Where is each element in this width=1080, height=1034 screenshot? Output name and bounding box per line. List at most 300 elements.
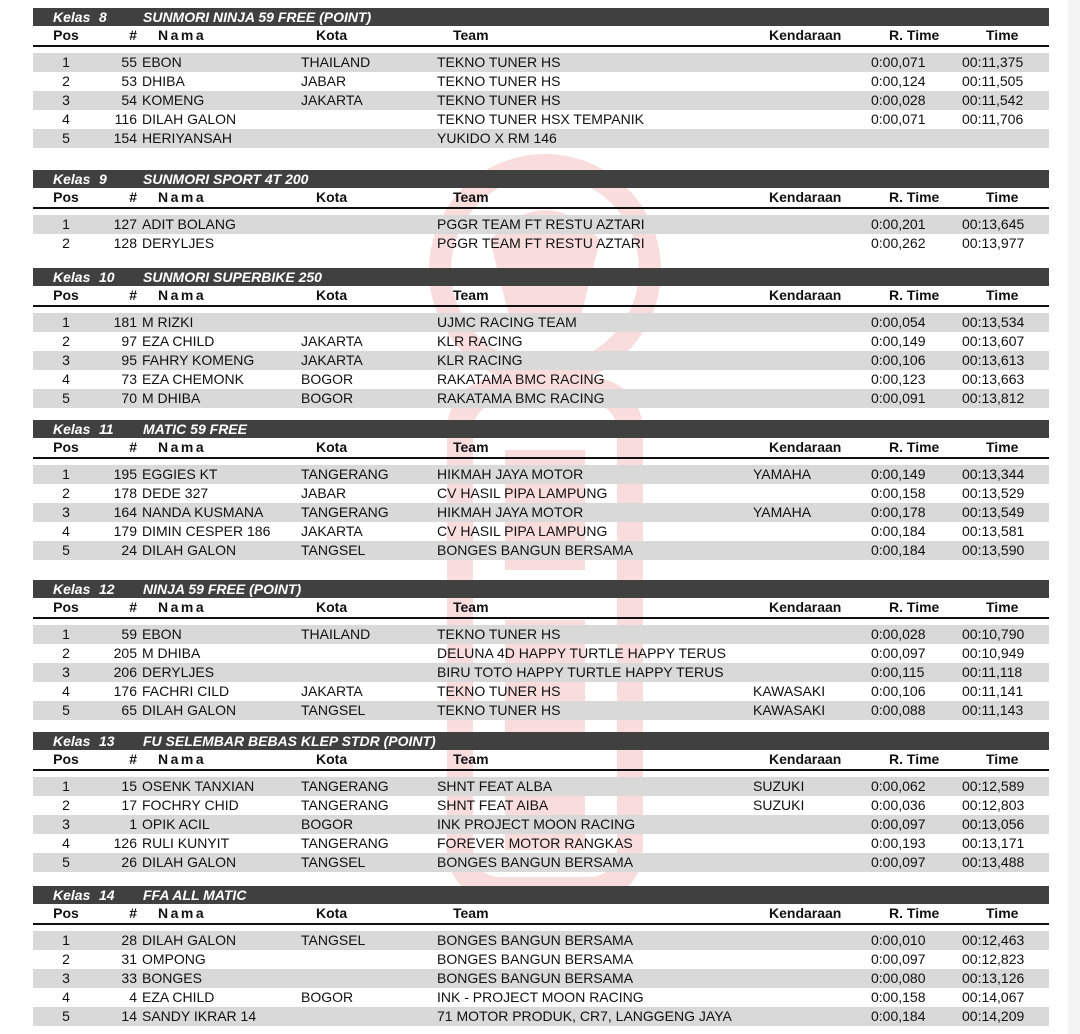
- kelas-label: Kelas: [53, 9, 91, 25]
- cell-nama: SANDY IKRAR 14: [142, 1008, 257, 1024]
- kelas-title: SUNMORI SPORT 4T 200: [143, 171, 309, 187]
- cell-rtime: 0:00,149: [871, 466, 926, 482]
- column-header-kota: Kota: [316, 27, 348, 43]
- table-row: [33, 465, 1049, 484]
- table-row: [33, 644, 1049, 663]
- cell-kota: JAKARTA: [301, 333, 363, 349]
- cell-team: BONGES BANGUN BERSAMA: [437, 542, 634, 558]
- cell-pos: 1: [62, 466, 70, 482]
- table-row: [33, 215, 1049, 234]
- page-gutter: [1068, 0, 1080, 1034]
- cell-nama: FOCHRY CHID: [142, 797, 239, 813]
- cell-num: 206: [113, 664, 137, 680]
- cell-num: 97: [121, 333, 137, 349]
- cell-kota: TANGSEL: [301, 854, 366, 870]
- cell-pos: 1: [62, 932, 70, 948]
- cell-team: 71 MOTOR PRODUK, CR7, LANGGENG JAYA: [437, 1008, 732, 1024]
- cell-nama: DILAH GALON: [142, 932, 237, 948]
- column-header-nama: Nama: [158, 27, 207, 43]
- kelas-section: [33, 886, 1049, 1026]
- cell-nama: EZA CHILD: [142, 333, 215, 349]
- cell-rtime: 0:00,106: [871, 683, 926, 699]
- cell-num: 181: [113, 314, 137, 330]
- cell-num: 176: [113, 683, 137, 699]
- table-row: [33, 110, 1049, 129]
- cell-time: 00:11,706: [962, 111, 1024, 127]
- cell-rtime: 0:00,201: [871, 216, 926, 232]
- result-rows: [33, 465, 1049, 560]
- cell-nama: FAHRY KOMENG: [142, 352, 255, 368]
- cell-nama: KOMENG: [142, 92, 205, 108]
- kelas-number: 13: [99, 733, 115, 749]
- cell-time: 00:12,463: [962, 932, 1025, 948]
- table-row: [33, 91, 1049, 110]
- cell-kota: TANGERANG: [301, 778, 389, 794]
- cell-pos: 3: [62, 352, 70, 368]
- cell-num: 128: [113, 235, 137, 251]
- cell-team: SHNT FEAT ALBA: [437, 778, 553, 794]
- table-row: [33, 72, 1049, 91]
- column-header-time: Time: [986, 751, 1019, 767]
- table-row: [33, 389, 1049, 408]
- column-header-time: Time: [986, 27, 1019, 43]
- cell-team: SHNT FEAT AIBA: [437, 797, 549, 813]
- cell-pos: 5: [62, 1008, 70, 1024]
- table-row: [33, 370, 1049, 389]
- cell-time: 00:13,812: [962, 390, 1025, 406]
- kelas-section: [33, 8, 1049, 148]
- cell-rtime: 0:00,071: [871, 111, 926, 127]
- cell-rtime: 0:00,071: [871, 54, 926, 70]
- cell-pos: 4: [62, 111, 70, 127]
- cell-rtime: 0:00,054: [871, 314, 926, 330]
- cell-rtime: 0:00,097: [871, 854, 926, 870]
- result-rows: [33, 931, 1049, 1026]
- cell-team: BONGES BANGUN BERSAMA: [437, 970, 634, 986]
- cell-num: 95: [121, 352, 137, 368]
- cell-rtime: 0:00,097: [871, 645, 926, 661]
- cell-nama: EZA CHILD: [142, 989, 215, 1005]
- column-header-rtime: R. Time: [889, 189, 940, 205]
- cell-kota: BOGOR: [301, 390, 354, 406]
- cell-pos: 3: [62, 970, 70, 986]
- cell-time: 00:13,488: [962, 854, 1025, 870]
- cell-rtime: 0:00,184: [871, 1008, 926, 1024]
- result-rows: [33, 53, 1049, 148]
- table-row: [33, 853, 1049, 872]
- cell-kendaraan: SUZUKI: [753, 797, 805, 813]
- cell-time: 00:13,549: [962, 504, 1025, 520]
- cell-time: 00:13,056: [962, 816, 1025, 832]
- cell-team: INK PROJECT MOON RACING: [437, 816, 636, 832]
- kelas-title: MATIC 59 FREE: [143, 421, 247, 437]
- kelas-section: [33, 170, 1049, 253]
- cell-nama: M DHIBA: [142, 645, 201, 661]
- cell-rtime: 0:00,106: [871, 352, 926, 368]
- cell-rtime: 0:00,091: [871, 390, 926, 406]
- cell-kota: JAKARTA: [301, 523, 363, 539]
- cell-pos: 2: [62, 235, 70, 251]
- cell-time: 00:11,505: [962, 73, 1024, 89]
- cell-num: 127: [113, 216, 137, 232]
- column-header-num: #: [129, 189, 137, 205]
- cell-pos: 3: [62, 664, 70, 680]
- column-header-nama: Nama: [158, 905, 207, 921]
- cell-rtime: 0:00,028: [871, 92, 926, 108]
- cell-team: BONGES BANGUN BERSAMA: [437, 951, 634, 967]
- column-header-row: [33, 598, 1049, 619]
- cell-time: 00:11,141: [962, 683, 1024, 699]
- cell-rtime: 0:00,184: [871, 523, 926, 539]
- kelas-header-bar: [33, 170, 1049, 188]
- cell-nama: DILAH GALON: [142, 542, 237, 558]
- kelas-title: NINJA 59 FREE (POINT): [143, 581, 302, 597]
- column-header-num: #: [129, 751, 137, 767]
- cell-time: 00:13,171: [962, 835, 1025, 851]
- table-row: [33, 522, 1049, 541]
- cell-team: KLR RACING: [437, 333, 523, 349]
- column-header-team: Team: [453, 189, 489, 205]
- cell-pos: 5: [62, 390, 70, 406]
- cell-kota: THAILAND: [301, 54, 371, 70]
- column-header-pos: Pos: [53, 27, 79, 43]
- column-header-pos: Pos: [53, 751, 79, 767]
- cell-pos: 2: [62, 73, 70, 89]
- cell-kendaraan: SUZUKI: [753, 778, 805, 794]
- cell-team: YUKIDO X RM 146: [437, 130, 557, 146]
- cell-team: TEKNO TUNER HS: [437, 92, 561, 108]
- column-header-team: Team: [453, 751, 489, 767]
- column-header-pos: Pos: [53, 439, 79, 455]
- cell-kendaraan: YAMAHA: [753, 504, 812, 520]
- column-header-pos: Pos: [53, 287, 79, 303]
- table-row: [33, 834, 1049, 853]
- cell-time: 00:10,949: [962, 645, 1025, 661]
- result-rows: [33, 777, 1049, 872]
- cell-kota: JAKARTA: [301, 683, 363, 699]
- cell-team: RAKATAMA BMC RACING: [437, 371, 605, 387]
- cell-kota: JAKARTA: [301, 92, 363, 108]
- column-header-num: #: [129, 439, 137, 455]
- cell-rtime: 0:00,149: [871, 333, 926, 349]
- table-row: [33, 503, 1049, 522]
- cell-team: UJMC RACING TEAM: [437, 314, 577, 330]
- kelas-title: FFA ALL MATIC: [143, 887, 247, 903]
- cell-pos: 4: [62, 989, 70, 1005]
- cell-time: 00:11,542: [962, 92, 1024, 108]
- cell-rtime: 0:00,158: [871, 485, 926, 501]
- cell-nama: FACHRI CILD: [142, 683, 230, 699]
- cell-kendaraan: KAWASAKI: [753, 683, 826, 699]
- cell-nama: DEDE 327: [142, 485, 209, 501]
- column-header-kendaraan: Kendaraan: [769, 189, 842, 205]
- cell-num: 4: [129, 989, 137, 1005]
- cell-num: 116: [114, 111, 137, 127]
- cell-num: 1: [129, 816, 137, 832]
- kelas-number: 11: [99, 421, 114, 437]
- cell-pos: 3: [62, 504, 70, 520]
- cell-time: 00:13,590: [962, 542, 1025, 558]
- cell-pos: 4: [62, 835, 70, 851]
- cell-nama: EZA CHEMONK: [142, 371, 244, 387]
- column-header-kota: Kota: [316, 751, 348, 767]
- cell-rtime: 0:00,062: [871, 778, 926, 794]
- table-row: [33, 815, 1049, 834]
- table-row: [33, 969, 1049, 988]
- column-header-rtime: R. Time: [889, 599, 940, 615]
- table-row: [33, 351, 1049, 370]
- column-header-num: #: [129, 905, 137, 921]
- kelas-header-bar: [33, 8, 1049, 26]
- kelas-label: Kelas: [53, 269, 91, 285]
- cell-time: 00:13,663: [962, 371, 1025, 387]
- kelas-label: Kelas: [53, 581, 91, 597]
- cell-time: 00:13,344: [962, 466, 1025, 482]
- cell-kota: TANGSEL: [301, 932, 366, 948]
- column-header-pos: Pos: [53, 905, 79, 921]
- column-header-kota: Kota: [316, 189, 348, 205]
- cell-num: 73: [121, 371, 137, 387]
- cell-num: 164: [113, 504, 137, 520]
- column-header-rtime: R. Time: [889, 439, 940, 455]
- cell-kota: TANGERANG: [301, 835, 389, 851]
- column-header-team: Team: [453, 27, 489, 43]
- cell-time: 00:13,529: [962, 485, 1025, 501]
- kelas-number: 12: [99, 581, 115, 597]
- cell-num: 126: [113, 835, 137, 851]
- column-header-row: [33, 750, 1049, 771]
- kelas-section: [33, 580, 1049, 720]
- cell-time: 00:13,607: [962, 333, 1025, 349]
- cell-kota: TANGERANG: [301, 466, 389, 482]
- cell-num: 53: [121, 73, 137, 89]
- kelas-number: 8: [99, 9, 107, 25]
- cell-nama: EBON: [142, 54, 182, 70]
- cell-nama: DILAH GALON: [142, 854, 237, 870]
- cell-pos: 1: [62, 216, 70, 232]
- kelas-header-bar: [33, 420, 1049, 438]
- cell-num: 54: [121, 92, 137, 108]
- table-row: [33, 1007, 1049, 1026]
- column-header-kendaraan: Kendaraan: [769, 439, 842, 455]
- cell-kendaraan: YAMAHA: [753, 466, 812, 482]
- cell-time: 00:12,589: [962, 778, 1025, 794]
- cell-pos: 5: [62, 130, 70, 146]
- cell-rtime: 0:00,262: [871, 235, 926, 251]
- cell-nama: NANDA KUSMANA: [142, 504, 264, 520]
- cell-pos: 5: [62, 702, 70, 718]
- cell-rtime: 0:00,124: [871, 73, 926, 89]
- column-header-kota: Kota: [316, 599, 348, 615]
- column-header-row: [33, 904, 1049, 925]
- cell-team: BIRU TOTO HAPPY TURTLE HAPPY TERUS: [437, 664, 724, 680]
- column-header-kota: Kota: [316, 439, 348, 455]
- cell-rtime: 0:00,097: [871, 951, 926, 967]
- cell-time: 00:10,790: [962, 626, 1025, 642]
- cell-kota: BOGOR: [301, 371, 354, 387]
- cell-rtime: 0:00,158: [871, 989, 926, 1005]
- cell-time: 00:13,534: [962, 314, 1025, 330]
- table-row: [33, 796, 1049, 815]
- cell-num: 24: [121, 542, 137, 558]
- cell-time: 00:11,375: [962, 54, 1024, 70]
- cell-pos: 2: [62, 951, 70, 967]
- column-header-team: Team: [453, 905, 489, 921]
- column-header-rtime: R. Time: [889, 751, 940, 767]
- cell-team: CV HASIL PIPA LAMPUNG: [437, 523, 608, 539]
- cell-team: TEKNO TUNER HSX TEMPANIK: [437, 111, 644, 127]
- table-row: [33, 777, 1049, 796]
- cell-rtime: 0:00,097: [871, 816, 926, 832]
- cell-pos: 2: [62, 645, 70, 661]
- cell-pos: 4: [62, 371, 70, 387]
- result-rows: [33, 215, 1049, 253]
- kelas-label: Kelas: [53, 421, 91, 437]
- cell-team: PGGR TEAM FT RESTU AZTARI: [437, 235, 645, 251]
- column-header-pos: Pos: [53, 599, 79, 615]
- table-row: [33, 682, 1049, 701]
- cell-num: 70: [121, 390, 137, 406]
- cell-num: 28: [121, 932, 137, 948]
- table-row: [33, 931, 1049, 950]
- cell-nama: OSENK TANXIAN: [142, 778, 255, 794]
- cell-team: CV HASIL PIPA LAMPUNG: [437, 485, 608, 501]
- column-header-num: #: [129, 27, 137, 43]
- cell-num: 65: [121, 702, 137, 718]
- column-header-num: #: [129, 599, 137, 615]
- cell-pos: 1: [62, 778, 70, 794]
- column-header-time: Time: [986, 905, 1019, 921]
- column-header-time: Time: [986, 439, 1019, 455]
- cell-kota: THAILAND: [301, 626, 371, 642]
- column-header-kota: Kota: [316, 287, 348, 303]
- cell-nama: M DHIBA: [142, 390, 201, 406]
- cell-num: 154: [113, 130, 137, 146]
- cell-pos: 1: [62, 314, 70, 330]
- cell-team: FOREVER MOTOR RANGKAS: [437, 835, 633, 851]
- cell-nama: BONGES: [142, 970, 202, 986]
- column-header-kendaraan: Kendaraan: [769, 905, 842, 921]
- cell-team: BONGES BANGUN BERSAMA: [437, 854, 634, 870]
- cell-team: TEKNO TUNER HS: [437, 702, 561, 718]
- kelas-label: Kelas: [53, 171, 91, 187]
- cell-num: 15: [121, 778, 137, 794]
- column-header-nama: Nama: [158, 599, 207, 615]
- column-header-row: [33, 438, 1049, 459]
- column-header-pos: Pos: [53, 189, 79, 205]
- cell-kota: TANGERANG: [301, 797, 389, 813]
- cell-pos: 2: [62, 333, 70, 349]
- cell-team: RAKATAMA BMC RACING: [437, 390, 605, 406]
- cell-team: HIKMAH JAYA MOTOR: [437, 504, 584, 520]
- cell-rtime: 0:00,036: [871, 797, 926, 813]
- kelas-title: FU SELEMBAR BEBAS KLEP STDR (POINT): [143, 733, 436, 749]
- cell-nama: DHIBA: [142, 73, 185, 89]
- column-header-team: Team: [453, 439, 489, 455]
- column-header-kota: Kota: [316, 905, 348, 921]
- kelas-number: 14: [99, 887, 115, 903]
- cell-team: INK - PROJECT MOON RACING: [437, 989, 644, 1005]
- table-row: [33, 663, 1049, 682]
- result-rows: [33, 625, 1049, 720]
- column-header-kendaraan: Kendaraan: [769, 287, 842, 303]
- cell-time: 00:13,581: [962, 523, 1025, 539]
- column-header-rtime: R. Time: [889, 287, 940, 303]
- kelas-header-bar: [33, 732, 1049, 750]
- cell-num: 179: [113, 523, 137, 539]
- cell-rtime: 0:00,193: [871, 835, 926, 851]
- cell-num: 33: [121, 970, 137, 986]
- cell-nama: DERYLJES: [142, 235, 215, 251]
- kelas-title: SUNMORI NINJA 59 FREE (POINT): [143, 9, 372, 25]
- column-header-kendaraan: Kendaraan: [769, 751, 842, 767]
- table-row: [33, 625, 1049, 644]
- cell-nama: HERIYANSAH: [142, 130, 232, 146]
- column-header-team: Team: [453, 287, 489, 303]
- cell-num: 55: [121, 54, 137, 70]
- cell-nama: OPIK ACIL: [142, 816, 210, 832]
- cell-team: TEKNO TUNER HS: [437, 626, 561, 642]
- cell-nama: DILAH GALON: [142, 702, 237, 718]
- cell-team: KLR RACING: [437, 352, 523, 368]
- cell-pos: 5: [62, 542, 70, 558]
- cell-num: 59: [121, 626, 137, 642]
- cell-kota: JABAR: [301, 73, 347, 89]
- cell-pos: 3: [62, 816, 70, 832]
- kelas-label: Kelas: [53, 887, 91, 903]
- cell-nama: DILAH GALON: [142, 111, 237, 127]
- cell-time: 00:12,803: [962, 797, 1025, 813]
- cell-time: 00:13,126: [962, 970, 1025, 986]
- cell-nama: EBON: [142, 626, 182, 642]
- table-row: [33, 129, 1049, 148]
- cell-team: BONGES BANGUN BERSAMA: [437, 932, 634, 948]
- table-row: [33, 332, 1049, 351]
- kelas-label: Kelas: [53, 733, 91, 749]
- cell-nama: EGGIES KT: [142, 466, 218, 482]
- cell-nama: RULI KUNYIT: [142, 835, 230, 851]
- column-header-time: Time: [986, 599, 1019, 615]
- cell-rtime: 0:00,184: [871, 542, 926, 558]
- cell-nama: DERYLJES: [142, 664, 215, 680]
- cell-pos: 1: [62, 54, 70, 70]
- cell-team: HIKMAH JAYA MOTOR: [437, 466, 584, 482]
- result-rows: [33, 313, 1049, 408]
- kelas-number: 10: [99, 269, 115, 285]
- kelas-section: [33, 420, 1049, 560]
- cell-kendaraan: KAWASAKI: [753, 702, 826, 718]
- cell-pos: 4: [62, 683, 70, 699]
- cell-num: 195: [113, 466, 137, 482]
- cell-team: TEKNO TUNER HS: [437, 54, 561, 70]
- column-header-kendaraan: Kendaraan: [769, 599, 842, 615]
- cell-time: 00:13,645: [962, 216, 1025, 232]
- cell-rtime: 0:00,010: [871, 932, 926, 948]
- cell-nama: ADIT BOLANG: [142, 216, 236, 232]
- column-header-row: [33, 26, 1049, 47]
- cell-team: DELUNA 4D HAPPY TURTLE HAPPY TERUS: [437, 645, 726, 661]
- cell-rtime: 0:00,123: [871, 371, 926, 387]
- cell-time: 00:13,977: [962, 235, 1025, 251]
- table-row: [33, 950, 1049, 969]
- table-row: [33, 234, 1049, 253]
- column-header-nama: Nama: [158, 439, 207, 455]
- cell-pos: 3: [62, 92, 70, 108]
- cell-num: 26: [121, 854, 137, 870]
- cell-num: 178: [113, 485, 137, 501]
- column-header-team: Team: [453, 599, 489, 615]
- kelas-header-bar: [33, 886, 1049, 904]
